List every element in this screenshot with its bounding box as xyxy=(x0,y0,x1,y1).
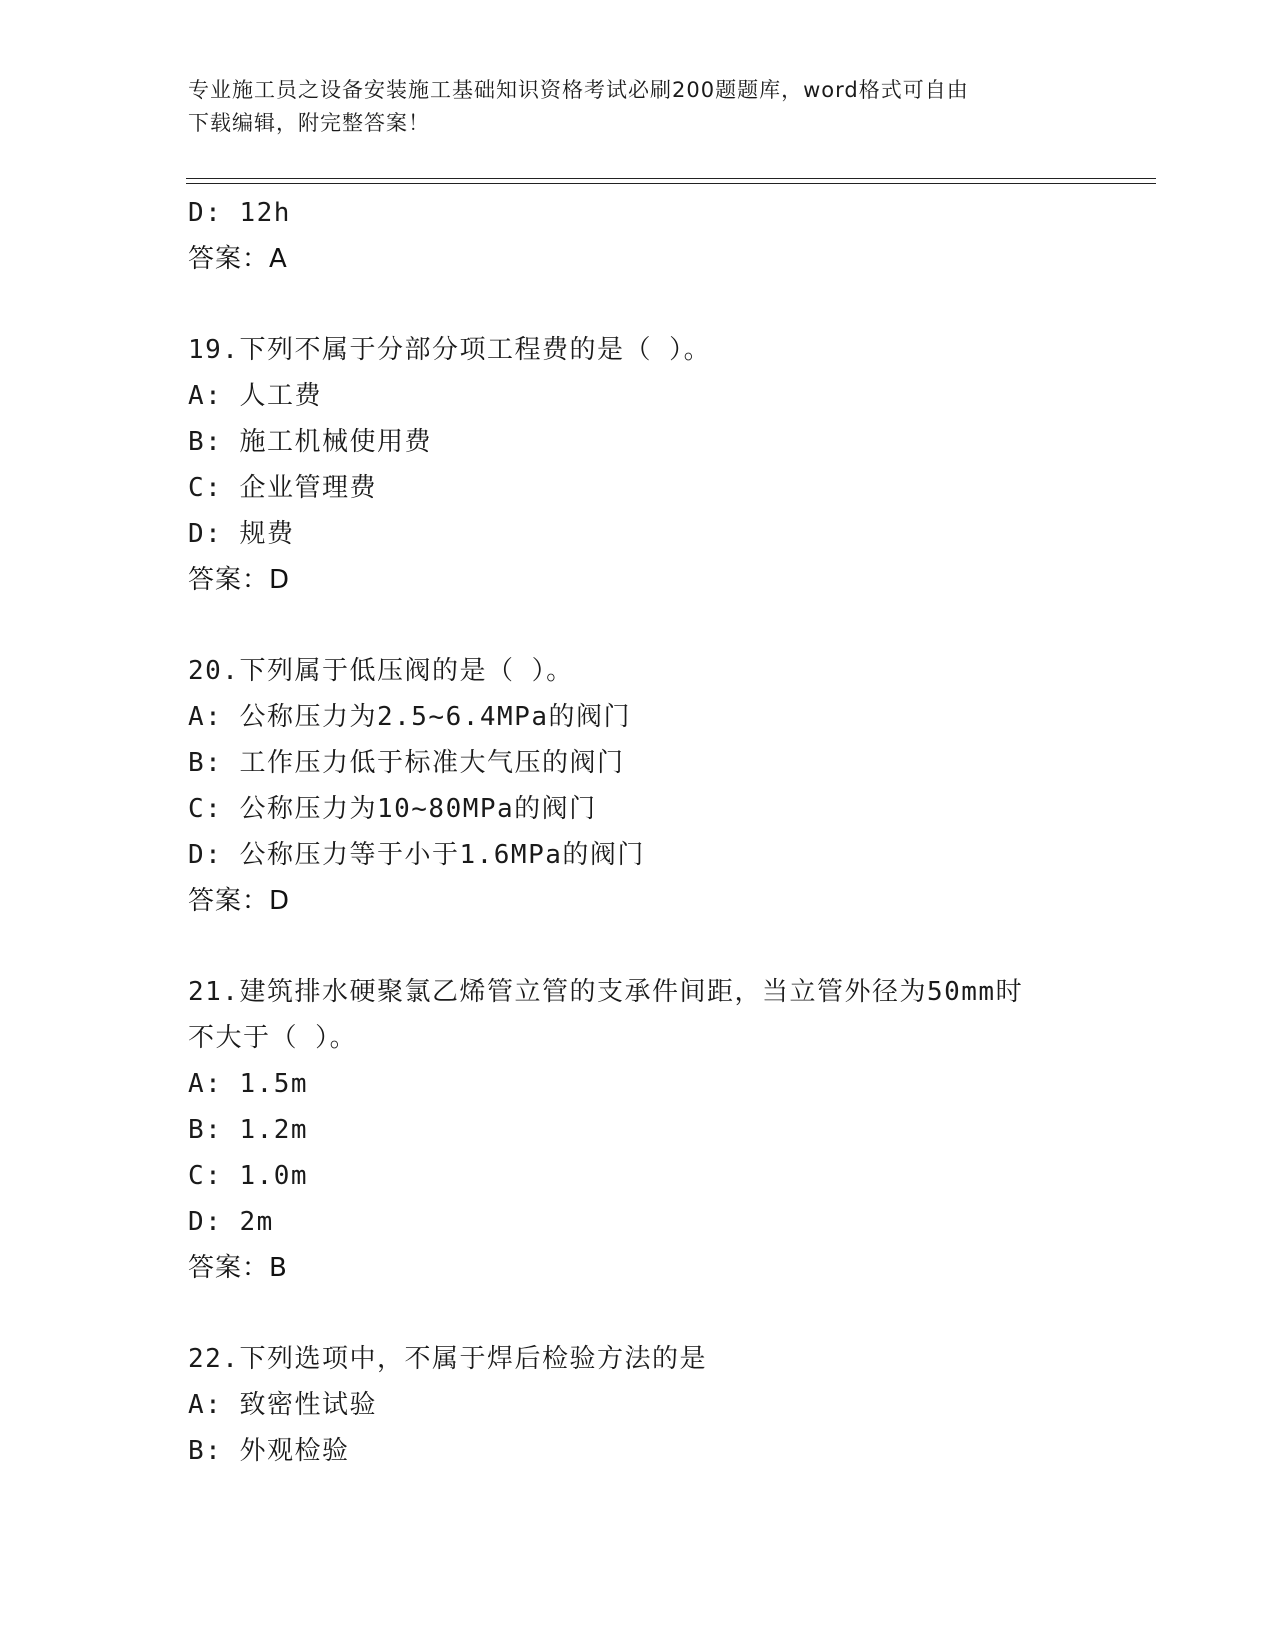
question-title-line-2: 不大于（ ）。 xyxy=(188,1023,358,1053)
option-b: B: 外观检验 xyxy=(188,1436,350,1466)
question-19 xyxy=(188,327,1088,603)
option-a: A: 致密性试验 xyxy=(188,1390,377,1420)
question-title: 19.下列不属于分部分项工程费的是（ ）。 xyxy=(188,335,712,365)
option-d: D: 2m xyxy=(188,1207,274,1237)
question-21 xyxy=(188,969,1088,1291)
question-22 xyxy=(188,1336,1088,1474)
answer: 答案：D xyxy=(188,565,291,595)
option-b: B: 施工机械使用费 xyxy=(188,427,432,457)
option-a: A: 人工费 xyxy=(188,381,322,411)
header-divider-bottom xyxy=(186,183,1156,184)
option-d: D: 公称压力等于小于1.6MPa的阀门 xyxy=(188,840,645,870)
option-a: A: 1.5m xyxy=(188,1069,309,1099)
option-b: B: 1.2m xyxy=(188,1115,309,1145)
header-title-line-2: 下载编辑，附完整答案！ xyxy=(188,111,430,135)
option-c: C: 企业管理费 xyxy=(188,473,377,503)
header-divider-top xyxy=(186,178,1156,179)
question-title-line-1: 21.建筑排水硬聚氯乙烯管立管的支承件间距，当立管外径为50mm时 xyxy=(188,977,1024,1007)
answer: 答案：B xyxy=(188,1253,288,1283)
answer: 答案：A xyxy=(188,244,288,274)
option-d: D: 规费 xyxy=(188,519,295,549)
question-title: 20.下列属于低压阀的是（ ）。 xyxy=(188,656,574,686)
option-c: C: 公称压力为10~80MPa的阀门 xyxy=(188,794,597,824)
option-c: C: 1.0m xyxy=(188,1161,309,1191)
header-title-line-1: 专业施工员之设备安装施工基础知识资格考试必刷200题题库，word格式可自由 xyxy=(188,78,969,102)
question-title: 22.下列选项中，不属于焊后检验方法的是 xyxy=(188,1344,707,1374)
option-d: D: 12h xyxy=(188,198,291,228)
document-header xyxy=(188,74,1088,140)
option-a: A: 公称压力为2.5~6.4MPa的阀门 xyxy=(188,702,631,732)
question-list xyxy=(188,190,1088,1474)
question-20 xyxy=(188,648,1088,924)
answer: 答案：D xyxy=(188,886,291,916)
option-b: B: 工作压力低于标准大气压的阀门 xyxy=(188,748,625,778)
question-18-tail xyxy=(188,190,1088,282)
